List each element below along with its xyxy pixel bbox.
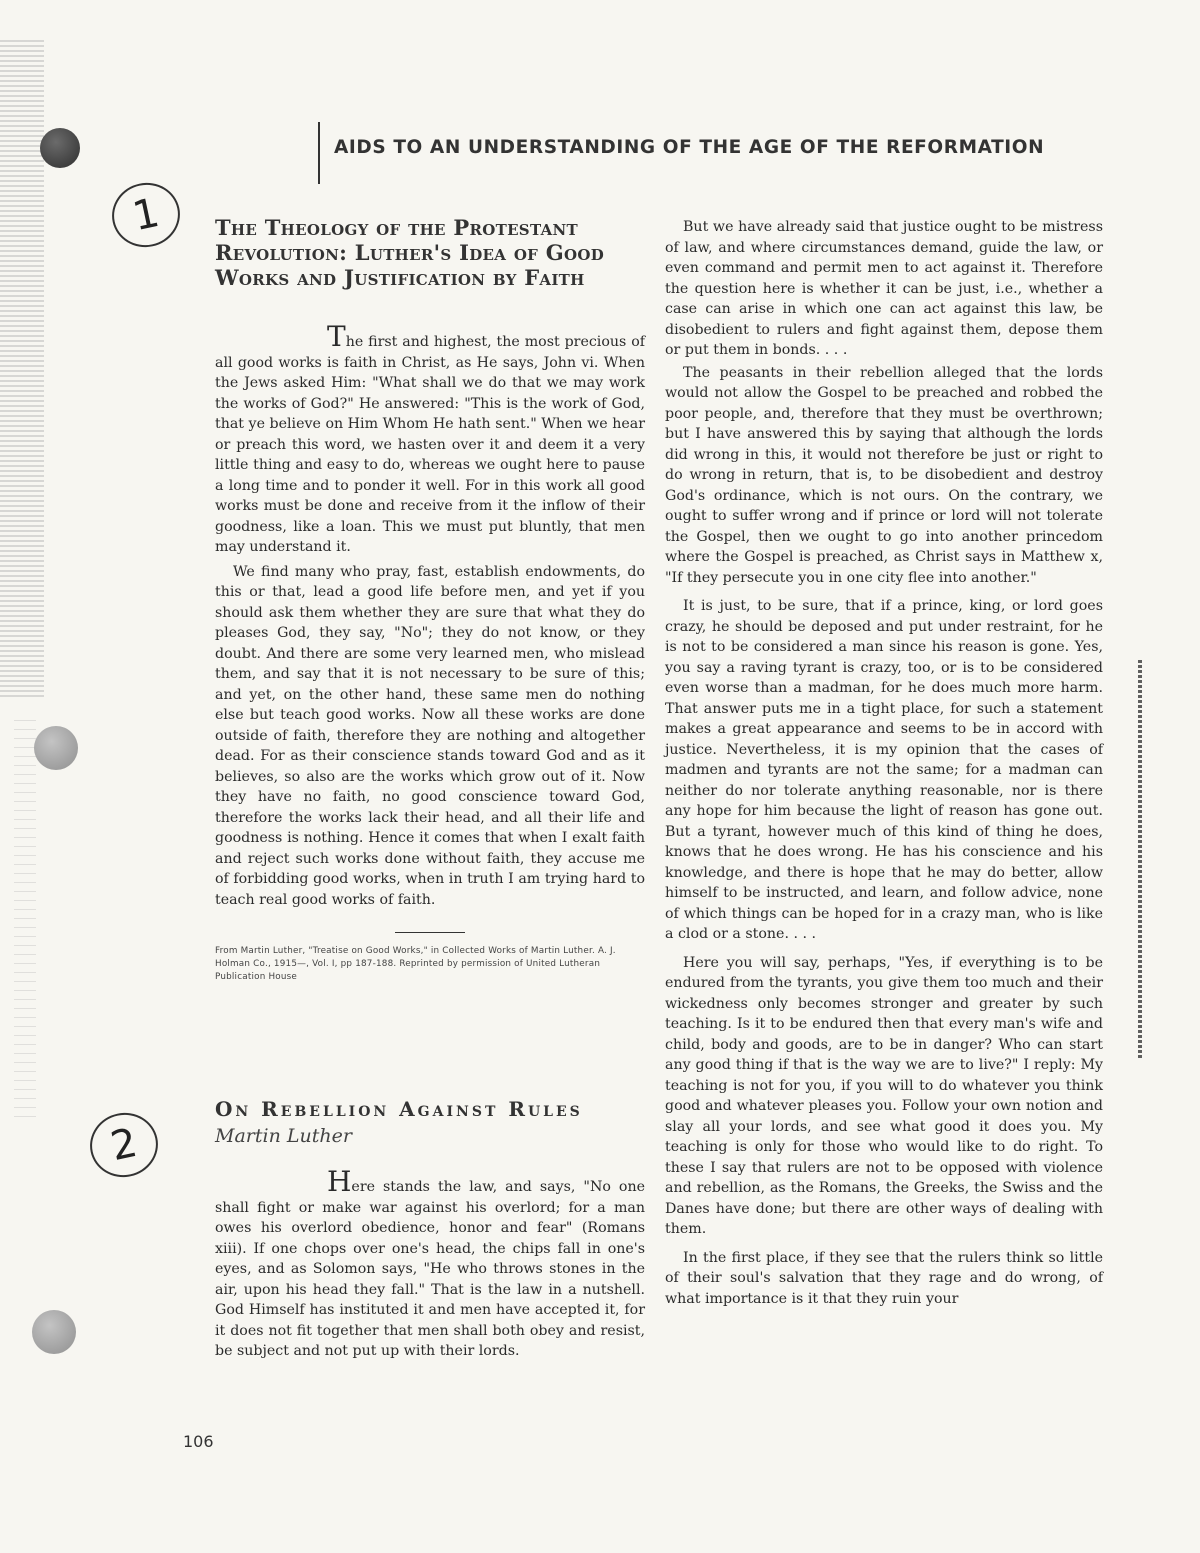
section-2-paragraph-1: Here stands the law, and says, "No one shall fight or make war against his overlord; for a man owes his overlord obedience, honor and fear" (Romans xiii). If one chops over one's head, the chips fall in one's eyes, and as Solomon says, "He who throws stones in the air, upon his head they fall." That is the law in a nutshell. God Himself has instituted it and men have accepted it, for it does not fit together that men shall both obey and resist, be subject and not put up with their lords. <box>215 1165 645 1359</box>
scan-edge-left-lower <box>14 720 36 1120</box>
section-2-title: On Rebellion Against Rules <box>215 1097 583 1121</box>
header-rule <box>318 122 320 184</box>
page-number: 106 <box>183 1432 214 1451</box>
section-1-paragraph-1: The first and highest, the most precious of all good works is faith in Christ, as He says, John vi. When the Jews asked Him: "What shall we do that we may work the works of God?" He answered: "This is the work of God, that ye believe on Him Whom He hath sent." When we hear or preach this word, we hasten over it and deem it a very little thing and easy to do, whereas we ought here to pause a long time and to ponder it well. For in this work all good works must be done and receive from it the inflow of their goodness, like a loan. This we must put bluntly, that men may understand it. <box>215 320 645 555</box>
dropcap: H <box>327 1165 352 1198</box>
right-paragraph-4: Here you will say, perhaps, "Yes, if everything is to be endured from the tyrants, you give them too much and their wickedness only becomes stronger and greater by such teaching. Is it to be endured then that every man's wife and child, body and goods, are to be in danger? Who can start any good thing if that is the way we are to live?" I reply: My teaching is not for you, if you will to do whatever you think good and whatever pleases you. Follow your own notion and slay all your lords, and see what good it does you. My teaching is only for those who would like to do right. To these I say that rulers are not to be opposed with violence and rebellion, as the Romans, the Greeks, the Swiss and the Danes have done; but there are other ways of dealing with them. <box>665 954 1103 1237</box>
section-1 <box>215 215 645 984</box>
handwritten-annotation-2: 2 <box>84 1107 164 1184</box>
dropcap: T <box>327 320 346 353</box>
punch-hole-top <box>40 128 80 168</box>
right-column <box>665 217 1103 1309</box>
right-paragraph-2: The peasants in their rebellion alleged that the lords would not allow the Gospel to be preached and robbed the poor people, and, therefore that they must be overthrown; but I have answered this by saying that although the lords did wrong in this, it would not therefore be just or right to do wrong in return, that is, to be disobedient and destroy God's ordinance, which is not ours. On the contrary, we ought to suffer wrong and if prince or lord will not tolerate the Gospel, then we ought to go into another princedom where the Gospel is preached, as Christ says in Matthew x, "If they persecute you in one city flee into another." <box>665 364 1103 586</box>
scan-edge-right <box>1138 660 1142 1060</box>
right-paragraph-1: But we have already said that justice ought to be mistress of law, and where circumstances demand, guide the law, or even command and permit men to act against it. Therefore the question here is whether it can be just, i.e., whether a case can arise in which one can act against this law, be disobedient to rulers and fight against them, depose them or put them in bonds. . . . <box>665 219 1103 358</box>
running-head: AIDS TO AN UNDERSTANDING OF THE AGE OF THE REFORMATION <box>334 137 1045 158</box>
right-paragraph-3: It is just, to be sure, that if a prince, king, or lord goes crazy, he should be deposed and put under restraint, for he is not to be considered a man since his reason is gone. Yes, you say a raving tyrant is crazy, too, or is to be considered even worse than a madman, for he does much more harm. That answer puts me in a tight place, for such a statement makes a great appearance and seems to be in accord with justice. Nevertheless, it is my opinion that the cases of madmen and tyrants are not the same; for a madman can neither do nor tolerate anything reasonable, nor is there any hope for him because the light of reason has gone out. But a tyrant, however much of this kind of thing he does, knows that he does wrong. He has his conscience and his knowledge, and there is hope that he may do better, allow himself to be instructed, and learn, and follow advice, none of which things can be hoped for in a crazy man, who is like a clod or a stone. . . . <box>665 598 1103 942</box>
handwritten-annotation-1: 1 <box>106 177 186 254</box>
right-paragraph-5: In the first place, if they see that the rulers think so little of their soul's salvation that they rage and do wrong, of what importance is it that they ruin your <box>665 1249 1103 1307</box>
source-citation: From Martin Luther, "Treatise on Good Works," in Collected Works of Martin Luther. A. J. Holman Co., 1915—, Vol. I, pp 187-188. Reprinted by permission of United Lutheran Publication House <box>215 946 616 982</box>
section-1-paragraph-2: We find many who pray, fast, establish endowments, do this or that, lead a good life before men, and yet if you should ask them whether they are sure that what they do pleases God, they say, "No"; they do not know, or they doubt. And there are some very learned men, who mislead them, and say that it is not necessary to be sure of this; and yet, on the other hand, these same men do nothing else but teach good works. Now all these works are done outside of faith, therefore they are nothing and altogether dead. For as their conscience stands toward God and as it believes, so also are the works which grow out of it. Now they have no faith, no good conscience toward God, therefore the works lack their head, and all their life and goodness is nothing. Hence it comes that when I exalt faith and reject such works done without faith, they accuse me of forbidding good works, when in truth I am trying hard to teach real good works of faith. <box>215 563 645 908</box>
punch-hole-middle <box>34 726 78 770</box>
section-1-title: The Theology of the Protestant Revolution: Luther's Idea of Good Works and Justification by Faith <box>215 215 605 290</box>
punch-hole-bottom <box>32 1310 76 1354</box>
section-2 <box>215 1097 645 1362</box>
scan-edge-left <box>0 40 44 700</box>
section-2-author: Martin Luther <box>215 1125 352 1147</box>
